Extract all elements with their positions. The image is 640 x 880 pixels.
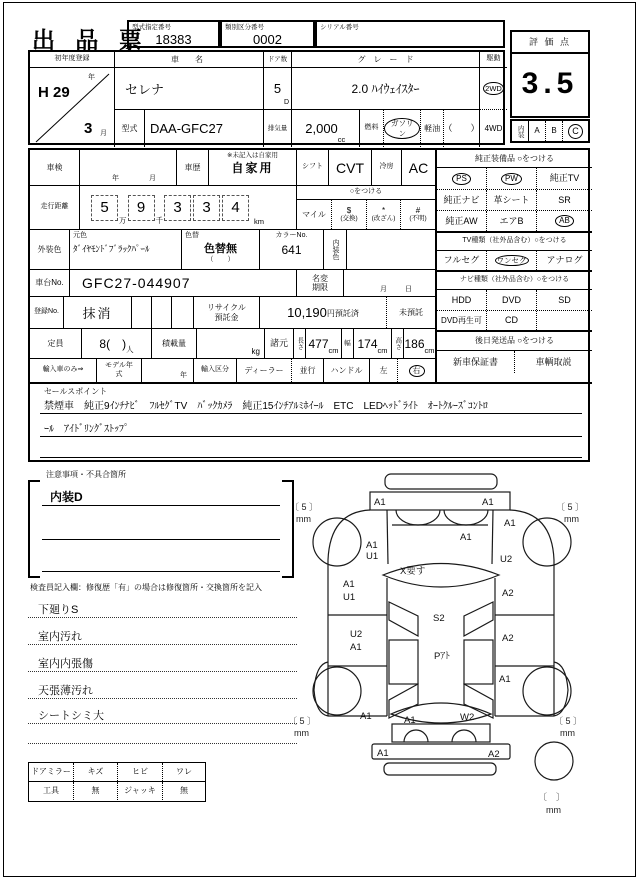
mark-front-bumper-right: A1 [482, 497, 494, 508]
interior-grade-box [510, 119, 590, 143]
mark-rear-bumper-left: A1 [377, 748, 389, 759]
spare-tire [535, 742, 573, 780]
mileage-flag-group [297, 186, 435, 229]
page-title: 出 品 票 [32, 27, 149, 53]
length-value: 477 [308, 336, 329, 351]
tampered-flag [367, 200, 401, 229]
color-change-value: 色替無 [204, 243, 237, 256]
recycle-label-2: 預託金 [214, 312, 239, 322]
original-color-value: ﾀﾞｲﾔﾓﾝﾄﾞﾌﾞﾗｯｸﾊﾟｰﾙ [73, 244, 150, 255]
wheel-rear-left [313, 667, 361, 715]
length-unit: cm [328, 346, 339, 355]
registration-blank-1 [132, 297, 152, 328]
mark-door-rl-2: A1 [350, 642, 362, 653]
navi-hdd: HDD [437, 290, 487, 310]
width-unit: cm [377, 346, 388, 355]
chassis-number: GFC27-044907 [82, 275, 191, 291]
load-unit: kg [251, 346, 260, 356]
exchange-caption: (交換) [340, 215, 358, 223]
unknown-flag [401, 200, 435, 229]
navi-row-1 [437, 290, 592, 311]
width-value: 174 [357, 336, 378, 351]
equip-navi: 純正ナビ [437, 190, 487, 210]
mileage-digits-cell [80, 186, 297, 229]
mark-quarter-right: A1 [499, 674, 511, 685]
mark-fender-fl-2: U1 [366, 551, 379, 562]
equipment-row-1 [437, 168, 592, 190]
equip-pw-cell [487, 168, 537, 189]
fender-front-left-shape [328, 510, 370, 716]
recycle-amount-cell [260, 297, 387, 328]
equip-pw-circled: PW [501, 173, 522, 185]
interior-label: 内装 [512, 121, 529, 141]
recycle-amount-suffix: 円預託済 [326, 309, 359, 319]
scratch-label: キズ [74, 763, 118, 781]
length-label: 長さ [294, 329, 306, 358]
model-code-value: 18383 [155, 31, 192, 47]
height-label: 高さ [392, 329, 404, 358]
import-only-label: 輸入車のみ⇒ [30, 359, 97, 382]
shift-value: CVT [329, 150, 372, 185]
wiper-arc-right [444, 510, 488, 525]
spec-label: 諸元 [265, 329, 294, 358]
unknown-symbol: # [415, 206, 421, 216]
exchange-flag [332, 200, 367, 229]
equip-ps-cell [437, 168, 487, 189]
equip-tv: 純正TV [549, 173, 580, 184]
equipment-column [435, 150, 592, 382]
notes-line-2 [42, 522, 280, 540]
exterior-color-label: 外装色 [30, 230, 70, 269]
mark-gate-right: W2 [460, 712, 475, 723]
history-cell [209, 150, 297, 185]
color-no-cell [260, 230, 324, 269]
handle-right-circled: 右 [409, 365, 425, 377]
mark-door-fl-1: A1 [343, 579, 355, 590]
mark-fender-fl-1: A1 [366, 540, 378, 551]
model-year-cell [142, 359, 194, 382]
exchange-symbol: $ [346, 206, 352, 216]
load-cell [197, 329, 265, 358]
tv-type-header: TV種類（社外品含む）○をつける [437, 233, 592, 251]
model-code-label: 型式指定番号 [132, 24, 171, 31]
doors-value: 5 [273, 81, 282, 96]
mark-fender-fr: A1 [504, 518, 516, 529]
color-change-blank: （ ） [206, 256, 235, 264]
navi-dvd: DVD [487, 290, 537, 310]
tv-oneseg-circled: ワンセグ [496, 255, 527, 265]
color-change-cell [182, 230, 260, 269]
sales-points-label: セールスポイント [44, 387, 108, 396]
sales-line-2: ｰﾙ ｱｲﾄﾞﾘﾝｸﾞｽﾄｯﾌﾟ [40, 420, 582, 437]
inspector-entry [28, 730, 297, 744]
load-label: 積載量 [152, 329, 197, 358]
tool-label: 工具 [29, 782, 74, 800]
ship-warranty: 新車保証書 [437, 351, 515, 373]
wiper-arc-left [396, 510, 440, 525]
height-cell [404, 329, 435, 358]
mileage-digit-man: 5 [91, 195, 118, 221]
mark-gate-left: A1 [404, 715, 416, 726]
break-label: ワレ [176, 767, 192, 777]
fender-front-right-shape [510, 510, 554, 716]
interior-color-label: 内装色 [324, 230, 347, 269]
fuel-gasoline-cell [384, 110, 421, 147]
import-parallel: 並行 [292, 359, 324, 382]
car-name-label: 車 名 [115, 52, 264, 68]
equip-ps-circled: PS [452, 173, 471, 185]
import-class-label: 輸入区分 [194, 359, 237, 382]
handle-right-cell [398, 359, 435, 382]
shaken-month-unit: 月 [149, 174, 156, 182]
displacement-unit: cc [337, 135, 346, 144]
equip-ab-circled: AB [555, 215, 574, 227]
tools-row-1 [29, 763, 205, 782]
mileage-digit-sen: 9 [128, 195, 155, 221]
name-change-month-unit: 月 [380, 285, 387, 293]
notes-line-3 [42, 554, 280, 572]
navi-dvd-play: DVD再生可 [437, 311, 487, 330]
capacity-value: 8( ) [99, 337, 127, 351]
tread-spare-unit: mm [546, 805, 561, 815]
shaken-date-cell [80, 150, 177, 185]
navi-row-2 [437, 311, 592, 332]
mark-pillar-fr: U2 [500, 554, 513, 565]
circle-note: ○をつける [297, 186, 435, 200]
sales-line-3 [40, 443, 582, 458]
tv-oneseg-cell [487, 251, 537, 270]
first-reg-cell [30, 68, 115, 147]
car-name: セレナ [125, 82, 165, 97]
tampered-caption: (改ざん) [371, 215, 396, 223]
tread-spare: 〔 〕 [538, 792, 566, 802]
tread-rear-right: 〔 5 〕 [554, 716, 583, 726]
mark-door-fr: A2 [502, 588, 514, 599]
equip-airbag: エアB [487, 211, 537, 231]
notes-bracket-left [28, 480, 40, 578]
sales-points-section [30, 382, 592, 464]
equipment-row-2 [437, 190, 592, 211]
tread-rear-left: 〔 5 〕 [288, 716, 317, 726]
displacement-label: 排気量 [264, 110, 292, 147]
shaken-year-unit: 年 [112, 174, 119, 182]
color-change-label: 色替 [185, 232, 199, 239]
rear-lower-strip-shape [384, 763, 496, 775]
grade-label: グ レ ー ド [292, 52, 480, 68]
unknown-caption: (不明) [409, 215, 427, 223]
fuel-gasoline-circled: ガソリン [384, 118, 420, 139]
row-color [30, 230, 435, 270]
grade-value: 2.0 ﾊｲｳｪｲｽﾀｰ [292, 68, 480, 110]
wheel-front-left [313, 518, 361, 566]
navi-sd: SD [558, 294, 571, 305]
jack-none-value: 無 [180, 786, 188, 796]
fuel-label: 燃料 [360, 110, 385, 147]
handle-label: ハンドル [324, 359, 370, 382]
row-import [30, 359, 435, 382]
equip-sr: SR [558, 194, 571, 205]
mark-cowl-center: A1 [460, 532, 472, 543]
mark-roof: S2 [433, 613, 445, 624]
cooling-value: AC [408, 159, 429, 176]
registration-blank-3 [172, 297, 194, 328]
name-change-day-unit: 日 [405, 285, 412, 293]
car-name-value [115, 68, 264, 110]
mileage-digit-3: 3 [164, 195, 191, 221]
equip-ab-cell [537, 211, 592, 231]
displacement-value: 2,000 [305, 121, 338, 136]
fuel-diesel: 軽油 [421, 110, 444, 147]
drive-2wd-cell [480, 68, 507, 110]
serial-label: シリアル番号 [320, 24, 359, 31]
navi-empty [537, 311, 592, 330]
notes-line-1: 内装D [42, 488, 280, 506]
history-label: 車歴 [177, 150, 209, 185]
inspector-entry: 天張薄汚れ [28, 682, 297, 699]
displacement-fuel-row [292, 110, 480, 147]
recycle-amount: 10,190 [287, 305, 327, 320]
mileage-unit-sen: 千 [155, 216, 163, 225]
tread-front-left: 〔 5 〕 [290, 502, 319, 512]
wheel-front-right [523, 518, 571, 566]
sales-line-1: 禁煙車 純正9ｲﾝﾁﾅﾋﾞ ﾌﾙｾｸﾞTV ﾊﾞｯｸｶﾒﾗ 純正15ｲﾝﾁｱﾙﾐﾎｲｰﾙ ETC LEDﾍｯﾄﾞﾗｲﾄ ｵｰﾄｸﾙｰｽﾞｺﾝﾄﾛ [40, 397, 582, 414]
lower-form [28, 148, 590, 462]
row-shaken [30, 150, 435, 186]
mark-door-rl-1: U2 [350, 629, 363, 640]
reg-era-year: H 29 [38, 84, 70, 101]
handle-left: 左 [370, 359, 398, 382]
color-no-value: 641 [281, 243, 302, 258]
mark-door-rr: A2 [502, 633, 514, 644]
name-change-label [297, 270, 344, 296]
model-year-unit: 年 [180, 371, 187, 379]
height-value: 186 [404, 336, 425, 351]
tread-front-right-unit: mm [564, 514, 579, 524]
mileage-unit-km: km [254, 217, 264, 226]
not-deposited: 未預託 [399, 307, 423, 317]
door-mirror-label: ドアミラー [29, 763, 74, 781]
row-chassis [30, 270, 435, 297]
jack-label: ジャッキ [118, 782, 163, 800]
tool-none-value: 無 [74, 782, 118, 800]
mileage-digit-5: 4 [222, 195, 249, 221]
ship-manual: 車輌取説 [535, 356, 572, 367]
inspector-entry: 室内内張傷 [28, 655, 297, 672]
inspector-entry: 室内汚れ [28, 628, 297, 645]
registration-label: 登録No. [30, 297, 64, 328]
car-damage-diagram [288, 468, 613, 833]
tv-fullseg: フルセグ [437, 251, 487, 270]
shaken-label: 車検 [30, 150, 80, 185]
reg-year-unit: 年 [88, 74, 95, 81]
registration-value: 抹消 [64, 297, 132, 328]
history-note: ※未記入は自家用 [227, 152, 278, 159]
drive-2wd-circled: 2WD [483, 82, 504, 95]
capacity-label: 定員 [30, 329, 82, 358]
notes-label: 注意事項・不具合箇所 [46, 470, 126, 479]
model-value [145, 110, 264, 147]
mileage-unit-man: 万 [119, 216, 127, 225]
equipment-row-3 [437, 211, 592, 233]
interior-grade-c-circled: C [568, 124, 583, 139]
notes-box [28, 470, 294, 582]
navi-cd: CD [487, 311, 537, 330]
height-unit: cm [424, 346, 435, 355]
registration-blank-2 [152, 297, 172, 328]
capacity-unit: 人 [126, 345, 134, 354]
navi-type-header: ナビ種類（社外品含む）○をつける [437, 272, 592, 290]
row-spec [30, 329, 435, 359]
ship-later-header: 後日発送品 ○をつける [437, 332, 592, 351]
mileage-digit-4: 3 [193, 195, 220, 221]
dimensions-group [294, 329, 435, 358]
doors-sub: D [283, 98, 289, 106]
inspector-label: 検査員記入欄：修復歴「有」の場合は修復箇所・交換箇所を記入 [30, 583, 262, 592]
evaluation-label: 評 価 点 [512, 32, 588, 54]
name-change-label-text: 名変期限 [312, 273, 328, 292]
reg-month: 3 [84, 120, 93, 137]
drive-4wd-cell: 4WD [484, 123, 503, 133]
interior-grade-b: B [546, 121, 563, 141]
name-change-date-cell [344, 270, 435, 296]
tread-front-right: 〔 5 〕 [556, 502, 585, 512]
interior-color-value [347, 230, 435, 269]
mark-door-fl-2: U1 [343, 592, 356, 603]
displacement-cell [292, 110, 360, 147]
history-value: 自家用 [231, 161, 274, 176]
recycle-label-1: リサイクル [207, 303, 246, 313]
length-cell [306, 329, 342, 358]
capacity-cell [82, 329, 152, 358]
model-year-label-text: モデル年式 [105, 362, 133, 378]
vehicle-grid [28, 50, 505, 145]
ship-later-row [437, 351, 592, 373]
reg-month-unit: 月 [100, 130, 107, 137]
class-code-box [220, 20, 315, 48]
upper-form [28, 20, 505, 145]
color-no-label: カラーNo. [275, 232, 308, 239]
tread-rear-left-unit: mm [294, 728, 309, 738]
tools-table [28, 762, 206, 802]
tampered-symbol: * [381, 206, 386, 216]
shift-label: シフト [297, 150, 329, 185]
inspector-entry: シートシミ大 [28, 707, 297, 724]
tv-analog: アナログ [546, 255, 583, 266]
chassis-label: 車台No. [30, 270, 70, 296]
serial-box [315, 20, 505, 48]
equip-aw: 純正AW [437, 211, 487, 231]
mark-quarter-left: A1 [360, 711, 372, 722]
doors-cell [264, 68, 292, 110]
model-code-text: DAA-GFC27 [150, 121, 223, 136]
mile-flag: マイル [297, 200, 332, 229]
drive-label: 駆動 [480, 52, 507, 68]
front-bumper-shape [385, 474, 497, 489]
original-color-cell [70, 230, 182, 269]
width-label: 幅 [342, 329, 354, 358]
mark-windshield-note: X要す [400, 566, 426, 577]
model-label: 型式 [115, 110, 145, 147]
tread-front-left-unit: mm [296, 514, 311, 524]
inspector-entry: 下廻りS [28, 601, 297, 618]
interior-grade-c-cell [563, 121, 588, 141]
row-mileage [30, 186, 435, 230]
import-dealer: ディーラー [237, 359, 292, 382]
evaluation-box [510, 30, 590, 118]
fender-rear-right-shape [554, 662, 568, 716]
inspector-section [28, 583, 298, 763]
original-color-label: 元色 [73, 232, 87, 239]
recycle-label [194, 297, 260, 328]
first-reg-label: 初年度登録 [30, 52, 115, 68]
class-code-value: 0002 [253, 31, 282, 47]
width-cell [354, 329, 392, 358]
chassis-value-cell [70, 270, 297, 296]
equip-leather: 革シート [487, 190, 537, 210]
row-registration [30, 297, 435, 329]
doors-label: ドア数 [264, 52, 292, 68]
crack-label: ヒビ [118, 763, 163, 781]
mark-rear-bumper-right: A2 [488, 749, 500, 760]
mark-front-bumper-left: A1 [374, 497, 386, 508]
mileage-label: 走行距離 [30, 186, 80, 229]
fuel-blank-parens: （ ） [443, 123, 480, 134]
evaluation-score: 3.5 [521, 67, 579, 100]
tv-type-row [437, 251, 592, 272]
tools-row-2 [29, 782, 205, 800]
cooling-label: 冷房 [372, 150, 402, 185]
recycle-value-cell [260, 297, 435, 328]
interior-grade-a: A [529, 121, 546, 141]
class-code-label: 類別区分番号 [225, 24, 264, 31]
model-year-label [97, 359, 142, 382]
mark-floor: Pｱﾄ [434, 651, 450, 662]
tread-rear-right-unit: mm [560, 728, 575, 738]
model-code-box [127, 20, 220, 48]
equipment-header: 純正装備品 ○をつける [437, 150, 592, 168]
